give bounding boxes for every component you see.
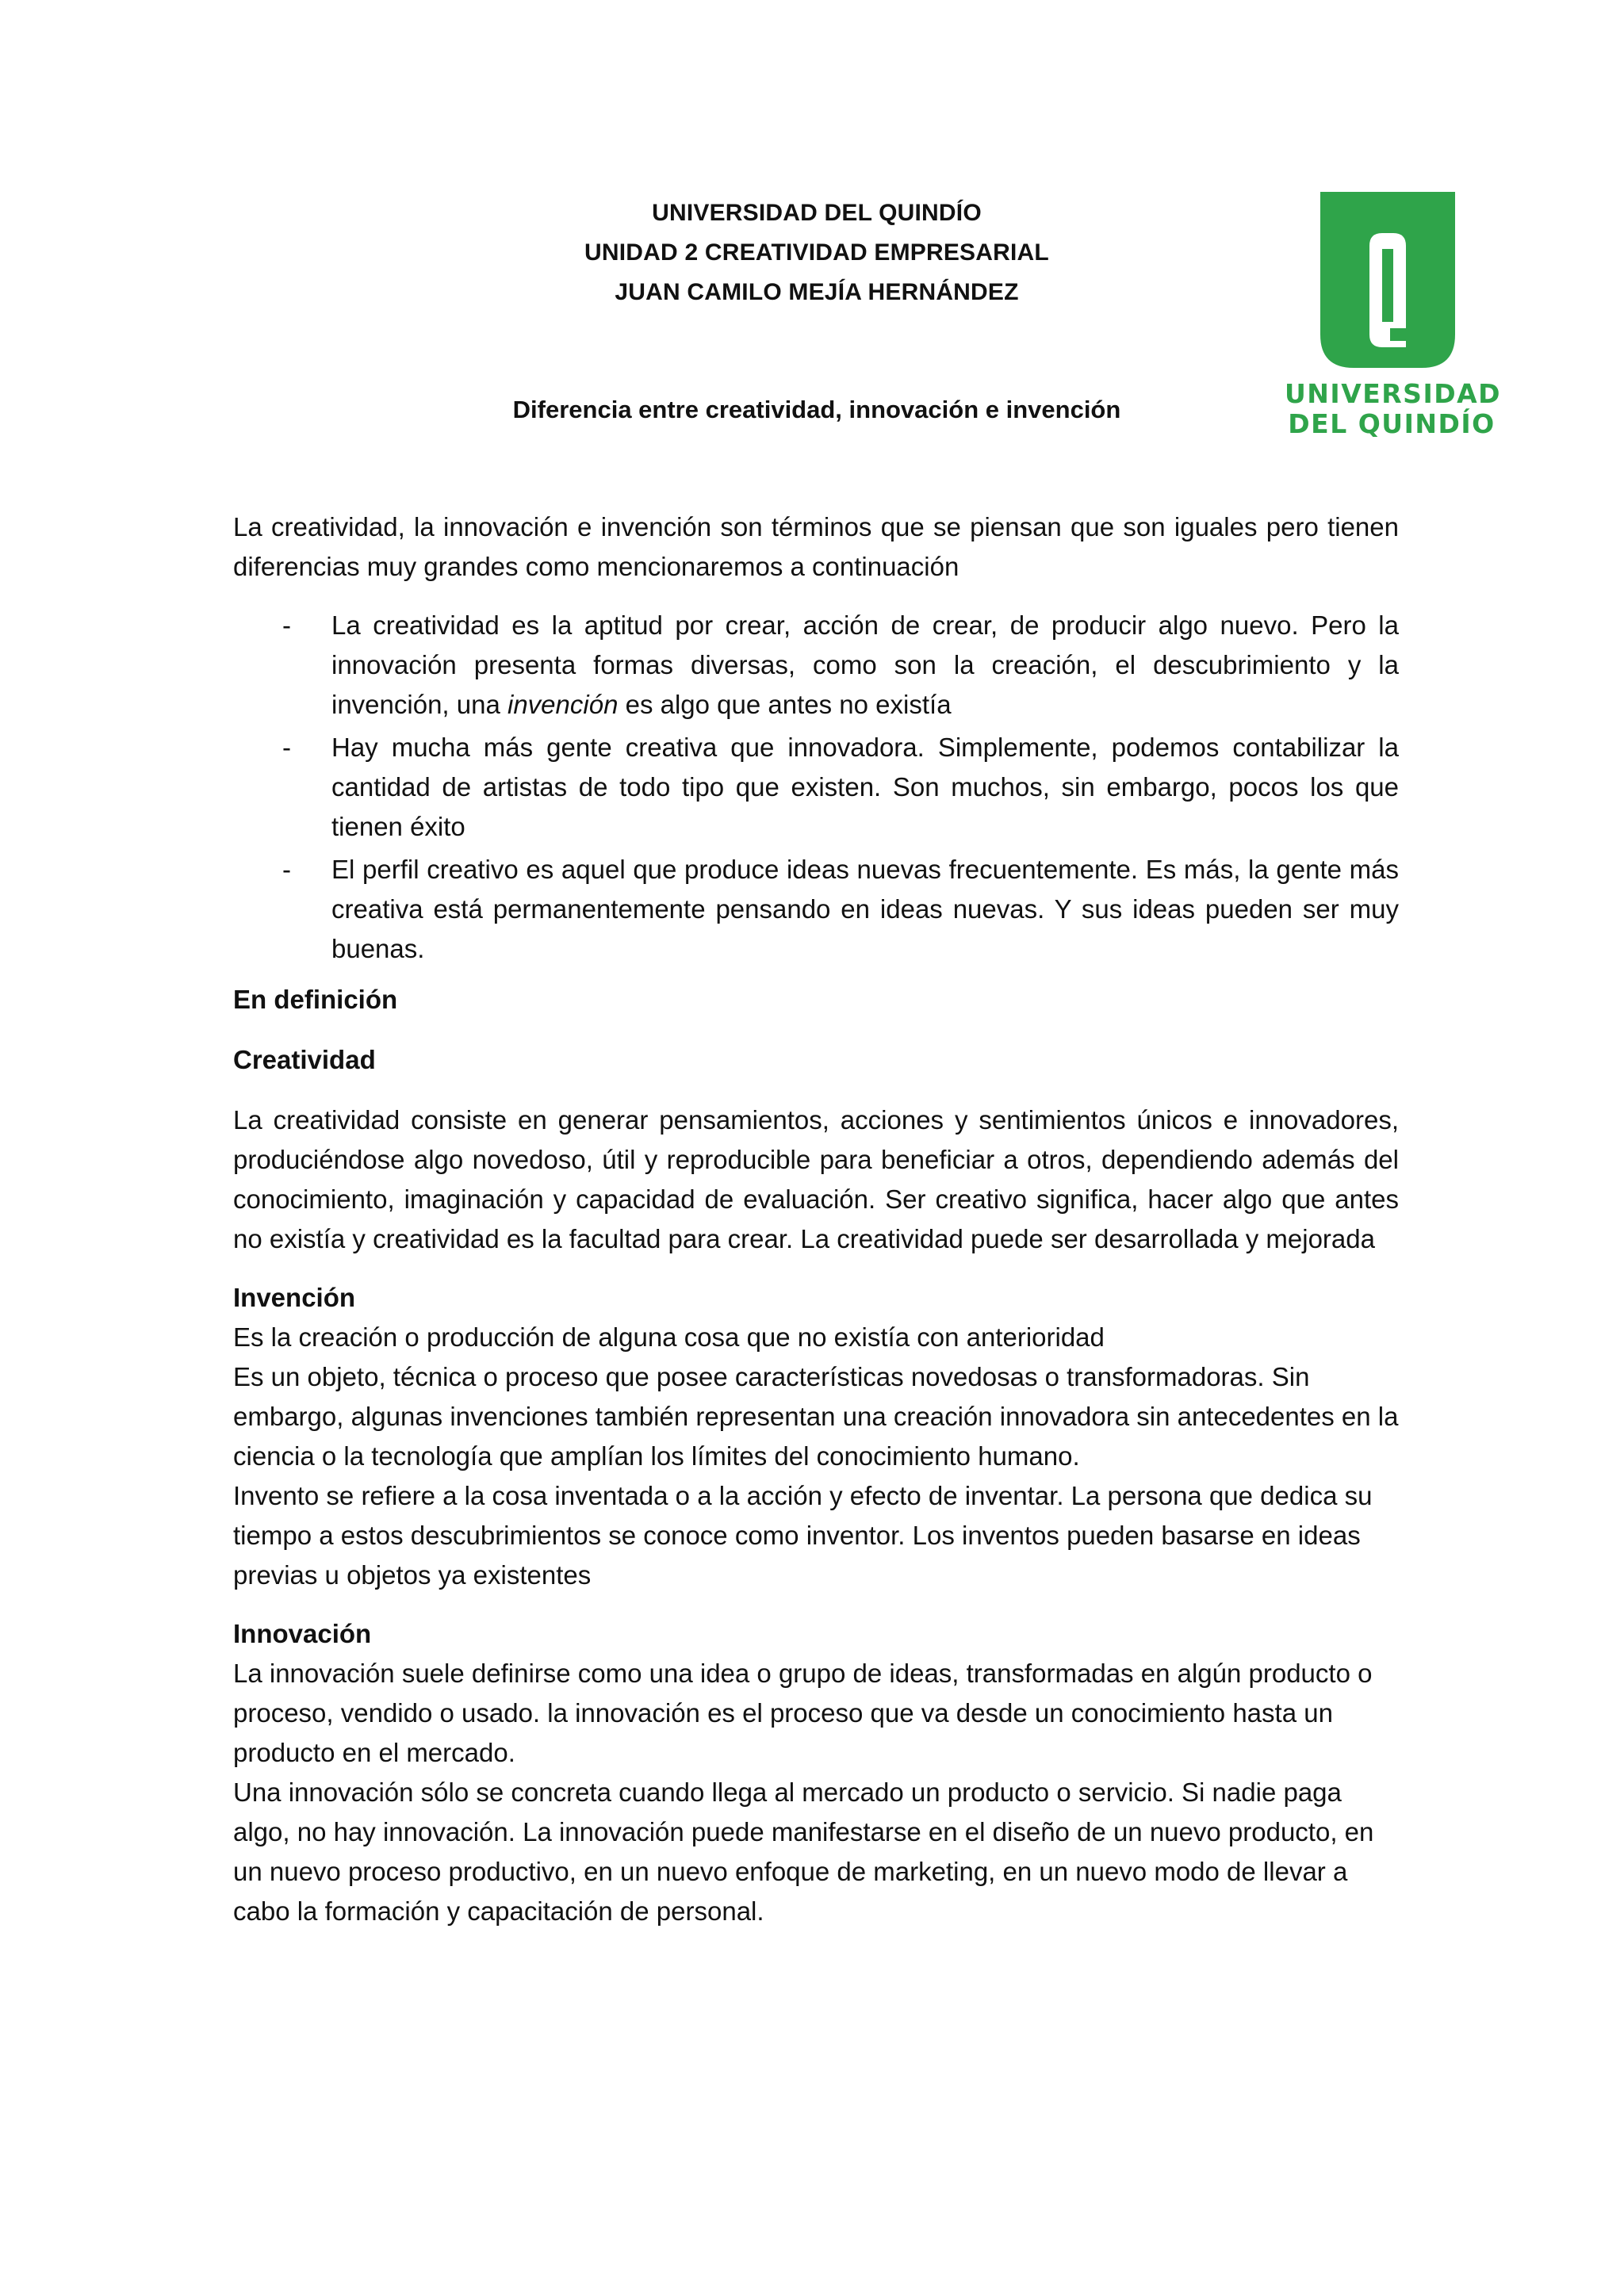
bullet-italic-term: invención <box>508 690 619 719</box>
bullet-marker: - <box>282 855 291 884</box>
innovacion-section <box>233 1614 1399 1931</box>
bullet-text: Hay mucha más gente creativa que innovadora. Simplemente, podemos contabilizar la cantidad de artistas de todo tipo que existen. Son muchos, sin embargo, pocos los que tienen éxito <box>331 733 1399 841</box>
logo-text-line2: DEL QUINDÍO <box>1288 408 1496 439</box>
bullet-list <box>233 606 1399 969</box>
document-body <box>233 507 1399 1931</box>
creatividad-paragraph: La creatividad consiste en generar pensamientos, acciones y sentimientos únicos e innovadores, produciéndose algo novedoso, útil y reproducible para beneficiar a otros, dependiendo además del conocimiento, imaginación y capacidad de evaluación. Ser creativo significa, hacer algo que antes no existía y creatividad es la facultad para crear. La creatividad puede ser desarrollada y mejorada <box>233 1105 1399 1253</box>
unit-name: UNIDAD 2 CREATIVIDAD EMPRESARIAL <box>584 239 1049 266</box>
university-shield-icon <box>1320 192 1455 368</box>
definitions-heading: En definición <box>233 985 398 1014</box>
creatividad-heading: Creatividad <box>233 1045 376 1074</box>
author-name: JUAN CAMILO MEJÍA HERNÁNDEZ <box>615 279 1019 305</box>
invencion-paragraph-2: Es un objeto, técnica o proceso que posee características novedosas o transformadoras. Sin embargo, algunas invenciones también representan una creación innovadora sin antecedentes en la ciencia o la tecnología que amplían los límites del conocimiento humano. <box>233 1362 1399 1471</box>
list-item <box>233 728 1399 847</box>
university-name: UNIVERSIDAD DEL QUINDÍO <box>652 200 982 226</box>
document-title: Diferencia entre creatividad, innovación e invención <box>512 396 1121 423</box>
invencion-paragraph-3: Invento se refiere a la cosa inventada o a la acción y efecto de inventar. La persona que dedica su tiempo a estos descubrimientos se conoce como inventor. Los inventos pueden basarse en ideas previas u objetos ya existentes <box>233 1481 1373 1590</box>
bullet-marker: - <box>282 733 291 762</box>
invencion-section <box>233 1278 1399 1595</box>
innovacion-heading: Innovación <box>233 1619 372 1648</box>
list-item <box>233 606 1399 725</box>
bullet-marker: - <box>282 610 291 640</box>
bullet-text: La creatividad es la aptitud por crear, acción de crear, de producir algo nuevo. Pero la innovación presenta formas diversas, como son la creación, el descubrimiento y la invención, una <box>331 610 1399 719</box>
bullet-text: El perfil creativo es aquel que produce ideas nuevas frecuentemente. Es más, la gente más creativa está permanentemente pensando en ideas nuevas. Y sus ideas pueden ser muy buenas. <box>331 855 1399 963</box>
invencion-heading: Invención <box>233 1283 356 1312</box>
innovacion-paragraph-1: La innovación suele definirse como una idea o grupo de ideas, transformadas en algún producto o proceso, vendido o usado. la innovación es el proceso que va desde un conocimiento hasta un producto en el mercado. <box>233 1659 1373 1767</box>
invencion-line1: Es la creación o producción de alguna cosa que no existía con anterioridad <box>233 1322 1105 1352</box>
logo-text-line1: UNIVERSIDAD <box>1285 378 1502 409</box>
university-logo <box>1285 192 1502 446</box>
intro-paragraph: La creatividad, la innovación e invención son términos que se piensan que son iguales pero tienen diferencias muy grandes como mencionaremos a continuación <box>233 512 1399 581</box>
innovacion-paragraph-2: Una innovación sólo se concreta cuando llega al mercado un producto o servicio. Si nadie paga algo, no hay innovación. La innovación puede manifestarse en el diseño de un nuevo producto, en un nuevo proceso productivo, en un nuevo enfoque de marketing, en un nuevo modo de llevar a cabo la formación y capacitación de personal. <box>233 1777 1374 1926</box>
bullet-text-end: es algo que antes no existía <box>618 690 952 719</box>
list-item <box>233 850 1399 969</box>
document-header <box>476 193 1158 312</box>
